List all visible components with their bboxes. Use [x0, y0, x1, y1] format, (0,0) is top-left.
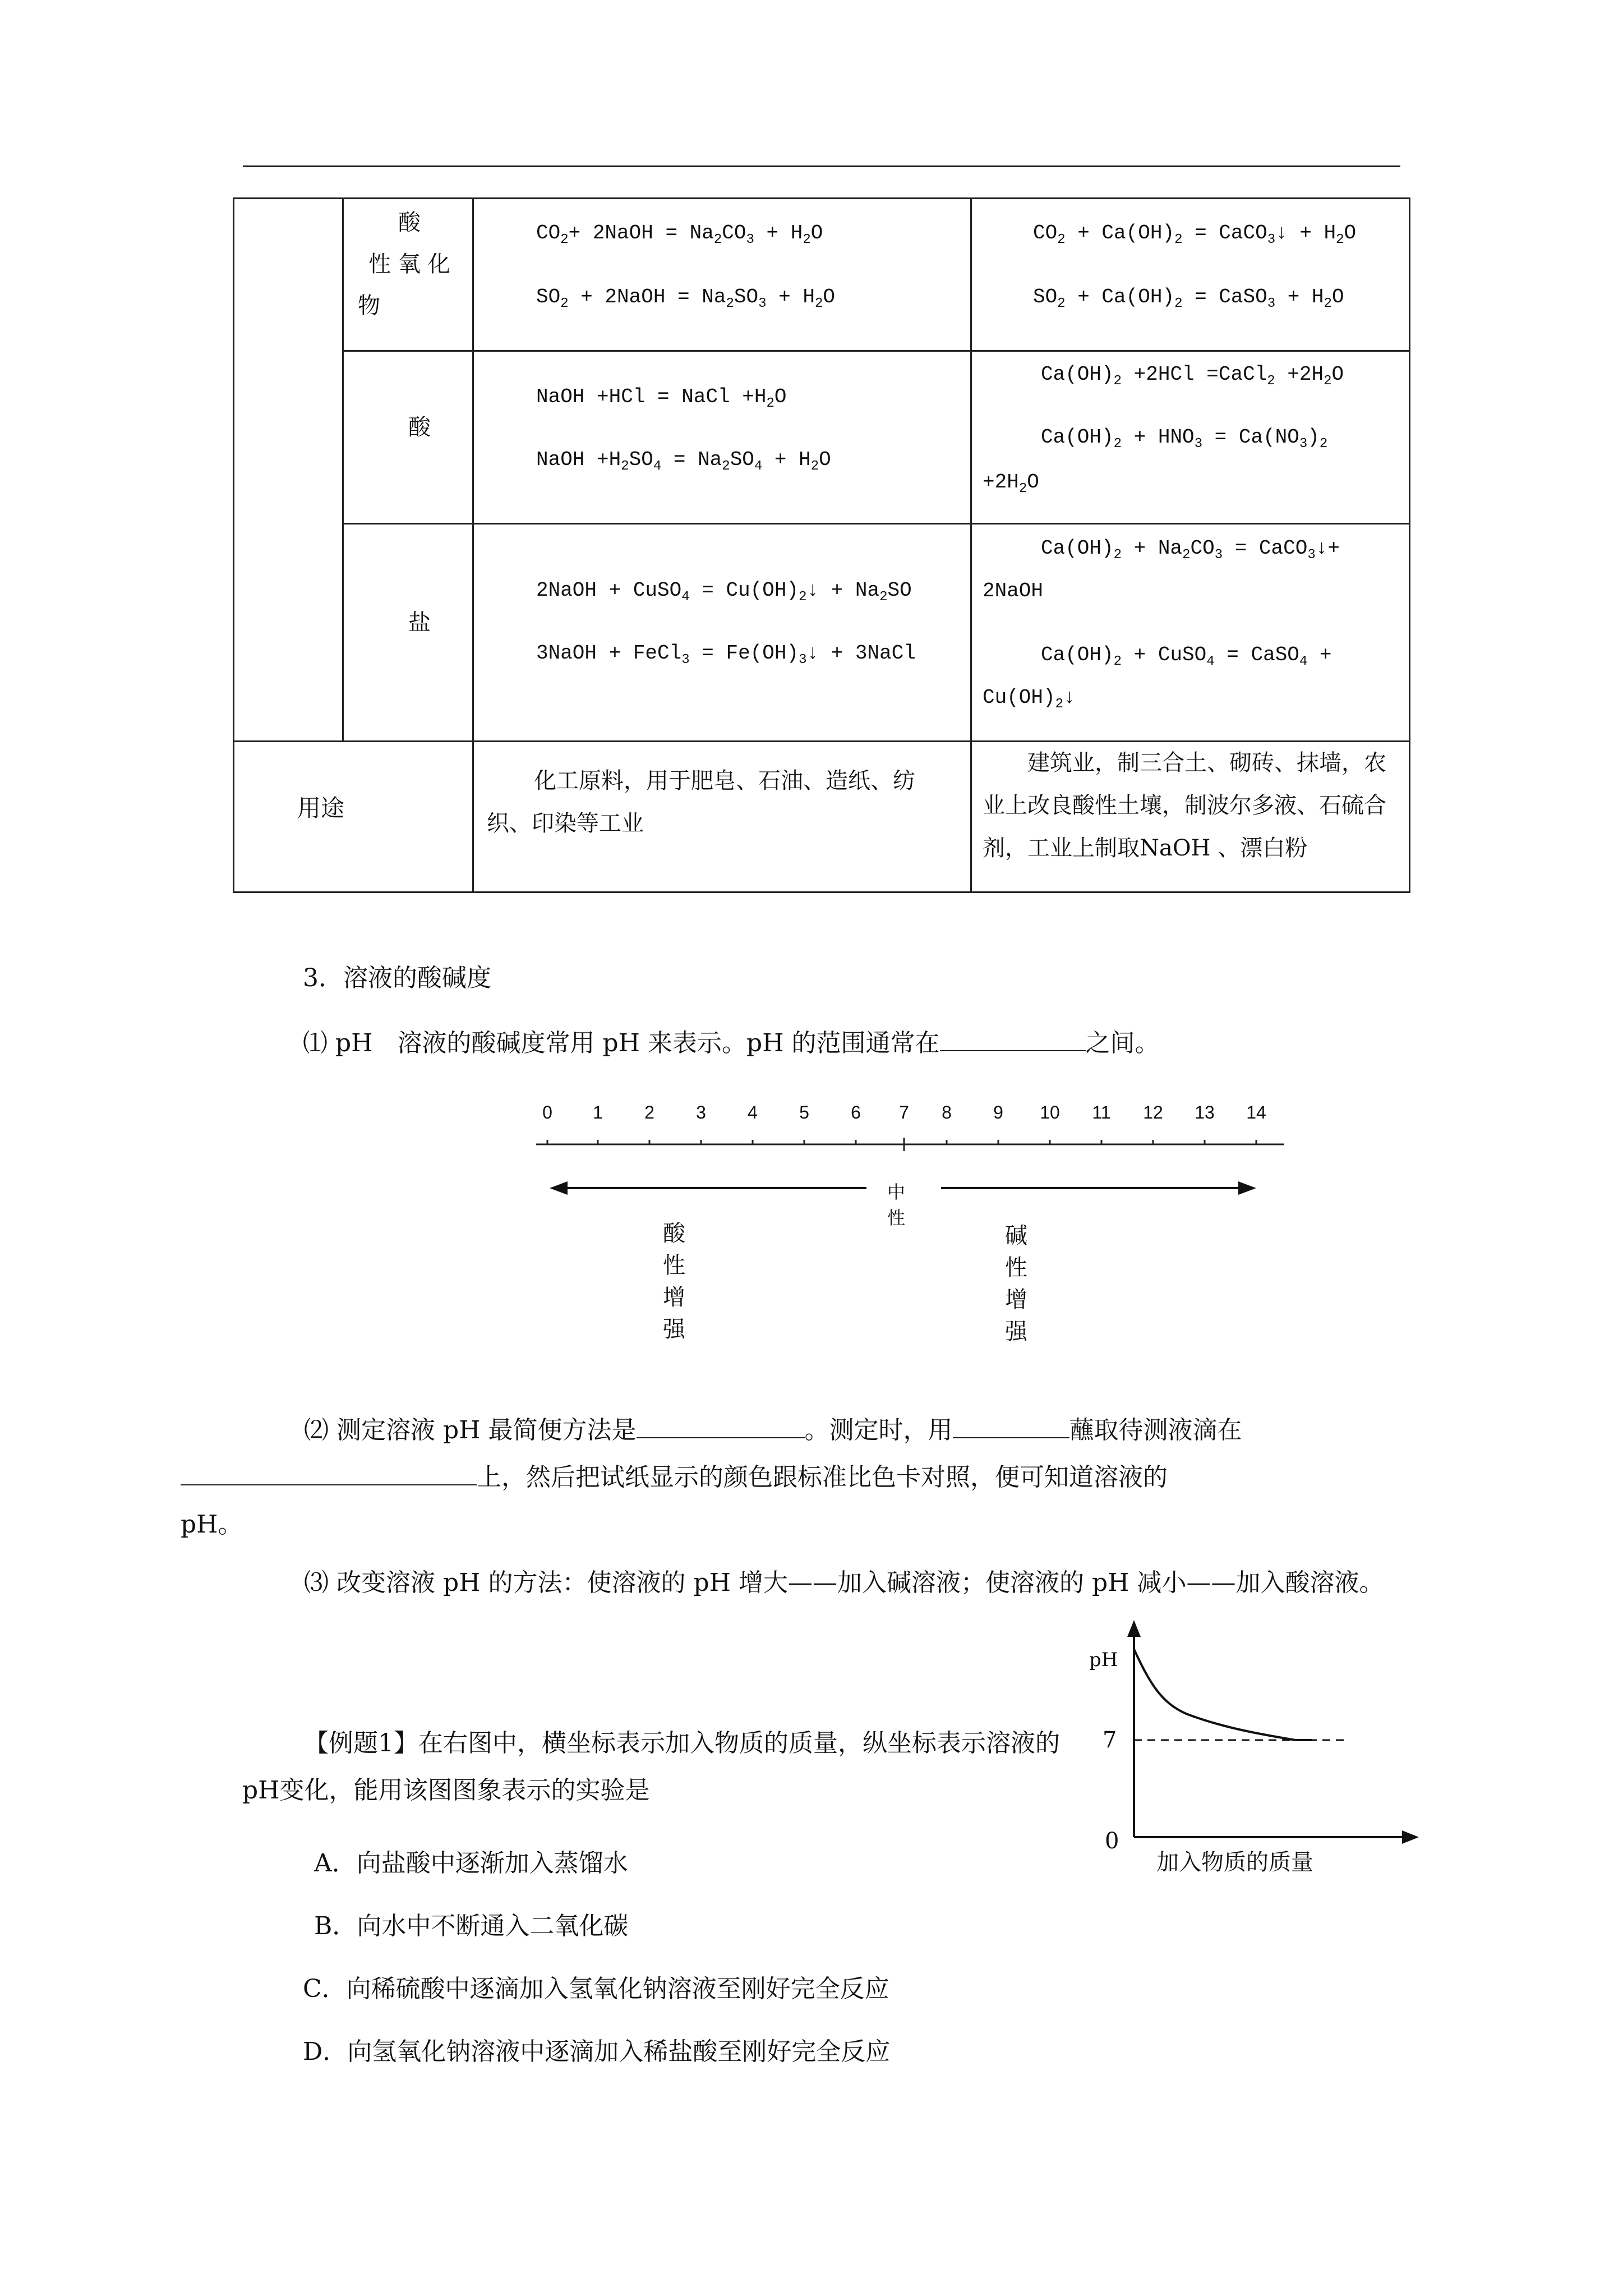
naoh-eq: NaOH +HCl = NaCl $+H_2O$	[536, 385, 787, 411]
category-acidic-oxide: 酸 性 氧 化 物	[358, 210, 450, 319]
example-stem: 【例题1】在右图中，横坐标表示加入物质的质量，纵坐标表示溶液的pH变化，能用该图图象表示的实验是	[242, 1729, 1060, 1805]
caoh-eq: $+2H_2O$	[983, 471, 1039, 496]
ph-scale-axis	[527, 1128, 1301, 1200]
option-d: D．向氢氧化钠溶液中逐滴加入稀盐酸至刚好完全反应	[303, 2037, 891, 2066]
neutral-label: 中性	[887, 1182, 906, 1228]
ph-tick-label: 7	[899, 1102, 909, 1122]
header-rule	[243, 165, 1400, 167]
ph-tick-label: 8	[942, 1102, 952, 1122]
ph-tick-label: 12	[1143, 1102, 1163, 1122]
caoh-eq: 2NaOH	[983, 579, 1044, 602]
ph-change-paragraph: ⑶ 改变溶液 pH 的方法：使溶液的 pH 增大——加入碱溶液；使溶液的 pH 减小——加入酸溶液。	[304, 1568, 1384, 1597]
usage-caoh: 建筑业，制三合土、砌砖、抹墙，农业上改良酸性土壤，制波尔多液、石硫合剂，工业上制取NaOH 、漂白粉	[983, 750, 1386, 861]
naoh-eq: 3NaOH + FeCl$_3$ = $Fe(OH)_3↓$ + 3NaCl	[536, 642, 916, 668]
ph-tick-label: 1	[593, 1102, 603, 1122]
graph-origin: 0	[1105, 1828, 1119, 1854]
ph-tick-label: 5	[799, 1102, 809, 1122]
option-b: B．向水中不断通入二氧化碳	[314, 1912, 629, 1940]
caoh-eq: $Cu(OH)_2↓$	[983, 686, 1076, 712]
acid-strength-label: 酸性增强	[663, 1221, 685, 1342]
category-salt: 盐	[408, 610, 431, 636]
ph-tick-label: 6	[851, 1102, 861, 1122]
naoh-eq: $CO_2+$ 2NaOH = $Na_2CO_3 + H_2O$	[536, 222, 823, 247]
ph-range-line: ⑴ pH 溶液的酸碱度常用 pH 来表示。pH 的范围通常在 之间。	[303, 1029, 1160, 1057]
ph-tick-label: 0	[542, 1102, 552, 1122]
ph-tick-label: 2	[644, 1102, 654, 1122]
ph-tick-label: 3	[696, 1102, 706, 1122]
ph-method-paragraph: ⑵ 测定溶液 pH 最简便方法是 。测定时，用 蘸取待测液滴在上，然后把试纸显示的颜色跟标准比色卡对照，便可知道溶液的 pH。	[181, 1416, 1242, 1539]
caoh-eq: $CO_2 + Ca(OH)_2$ = CaCO$_3$↓ + $H_2O$	[1033, 222, 1357, 247]
ph-tick-label: 10	[1040, 1102, 1060, 1122]
ph-tick-label: 4	[748, 1102, 758, 1122]
ph-tick-label: 11	[1092, 1102, 1111, 1122]
ph-tick-label: 14	[1246, 1102, 1266, 1122]
usage-label: 用途	[297, 794, 345, 822]
option-a: A．向盐酸中逐渐加入蒸馏水	[314, 1849, 628, 1878]
naoh-eq: 2NaOH + CuSO$_4$ = $Cu(OH)_2↓ + Na_2SO$	[536, 579, 912, 605]
usage-naoh: 化工原料，用于肥皂、石油、造纸、纺织、印染等工业	[487, 768, 915, 836]
caoh-eq: $Ca(OH)_2$ + CuSO$_4$ = CaSO$_4$ +	[1041, 643, 1332, 669]
caoh-eq: $Ca(OH)_2 +2HCl$ =CaCl$_2$ $+2H_2O$	[1041, 363, 1344, 389]
category-acid: 酸	[408, 415, 431, 440]
graph-y-mark: 7	[1103, 1727, 1117, 1753]
ph-tick-label: 13	[1195, 1102, 1215, 1122]
naoh-eq: $SO_2$ + 2NaOH = $Na_2SO_3 + H_2O$	[536, 286, 835, 311]
caoh-eq: $SO_2 + Ca(OH)_2$ = CaSO$_3$ + $H_2O$	[1033, 286, 1344, 311]
naoh-eq: NaOH $+H_2SO_4 = Na_2SO_4 + H_2O$	[536, 448, 831, 474]
graph-x-label: 加入物质的质量	[1156, 1850, 1313, 1875]
graph-y-label: pH	[1089, 1649, 1118, 1671]
option-c: C．向稀硫酸中逐滴加入氢氧化钠溶液至刚好完全反应	[303, 1975, 889, 2003]
section-heading: 3．溶液的酸碱度	[303, 964, 491, 992]
ph-tick-label: 9	[993, 1102, 1003, 1122]
naoh-salt-cell	[474, 524, 970, 740]
caoh-eq: $Ca(OH)_2 + HNO_3 = Ca(NO_3)_2$	[1041, 426, 1328, 452]
example-ph-graph	[1082, 1616, 1441, 1874]
caoh-eq: $Ca(OH)_2 + Na_2CO_3$ = CaCO$_3$↓+	[1041, 537, 1340, 563]
base-strength-label: 碱性增强	[1005, 1223, 1027, 1344]
